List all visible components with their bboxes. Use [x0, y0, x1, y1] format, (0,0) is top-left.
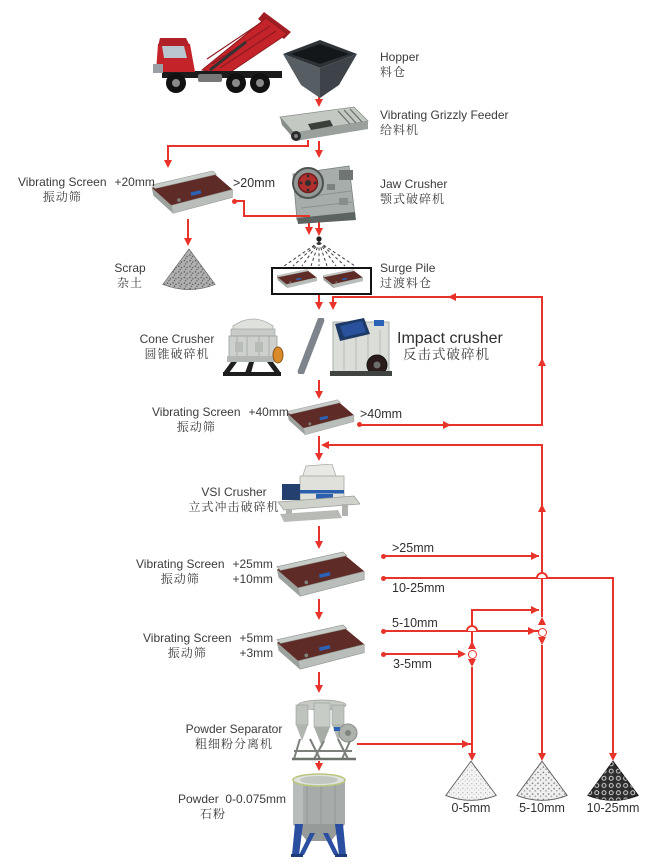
powder-silo-size: 0-0.075mm	[225, 792, 287, 806]
cone-crusher-label-en: Cone Crusher	[139, 332, 215, 346]
screen-5-3-label-zh: 振动筛	[167, 645, 207, 660]
arrow-down	[315, 685, 323, 693]
arrow-up	[538, 504, 546, 512]
arrow-down	[315, 541, 323, 549]
grizzly-feeder-icon	[278, 103, 370, 143]
product-label-10-25: 10-25mm	[586, 801, 640, 815]
dump-truck-icon	[150, 8, 295, 96]
line-hop	[466, 625, 478, 631]
line	[471, 667, 473, 754]
line	[328, 444, 543, 446]
line	[383, 555, 539, 557]
jaw-crusher-label-zh: 颚式破碎机	[380, 191, 446, 206]
flow-label-over-40: >40mm	[360, 407, 403, 421]
surge-pile-label-en: Surge Pile	[380, 261, 436, 275]
screen-40-label-en: Vibrating Screen	[152, 405, 241, 419]
screen-20-label	[18, 175, 155, 204]
product-pile-5-10-icon	[515, 760, 569, 802]
product-label-5-10: 5-10mm	[519, 801, 565, 815]
arrow-right	[458, 650, 466, 658]
screen-20-size: +20mm	[114, 175, 155, 189]
arrow-right	[443, 421, 451, 429]
screen-20-label-zh: 振动筛	[42, 189, 82, 204]
flow-label-over-25: >25mm	[392, 541, 435, 555]
surge-feeder-icon	[322, 269, 364, 289]
flow-label-5-10: 5-10mm	[392, 616, 438, 630]
vibrating-screen-40-icon	[286, 399, 356, 437]
arrow-right	[531, 552, 539, 560]
line-start-dot	[357, 422, 362, 427]
hopper-label	[380, 50, 419, 79]
arrow-left	[448, 293, 456, 301]
screen-25-10-size2: +10mm	[232, 571, 273, 586]
vsi-crusher-label-en: VSI Crusher	[201, 485, 267, 499]
impact-crusher-label-en: Impact crusher	[397, 330, 503, 347]
powder-silo-label-zh: 石粉	[200, 806, 227, 821]
vsi-crusher-icon	[276, 464, 360, 524]
screen-40-size: +40mm	[248, 405, 289, 419]
arrow-down	[315, 612, 323, 620]
arrow-up	[468, 641, 476, 649]
product-label-0-5: 0-5mm	[451, 801, 491, 815]
powder-silo-label	[178, 792, 286, 821]
arrow-right	[462, 740, 470, 748]
arrow-down	[315, 150, 323, 158]
line	[472, 609, 539, 611]
impact-crusher-icon	[330, 314, 392, 378]
product-pile-0-5-icon	[444, 760, 498, 802]
line	[357, 743, 471, 745]
arrow-down	[468, 753, 476, 761]
powder-silo-label-en: Powder	[178, 792, 219, 806]
grizzly-feeder-label	[380, 108, 509, 137]
line-start-dot	[381, 554, 386, 559]
vsi-crusher-label-zh: 立式冲击破碎机	[188, 499, 280, 514]
arrow-down	[184, 238, 192, 246]
line	[383, 653, 463, 655]
screen-25-10-size1: +25mm	[232, 557, 273, 571]
cone-crusher-label	[134, 332, 220, 361]
product-pile-10-25-icon	[586, 760, 640, 802]
line	[383, 577, 614, 579]
line	[243, 215, 310, 217]
junction-circle	[468, 650, 477, 659]
flow-label-10-25: 10-25mm	[392, 581, 445, 595]
line	[541, 444, 543, 617]
vsi-crusher-label	[188, 485, 280, 514]
screen-5-3-size1: +5mm	[239, 631, 274, 645]
flow-label-3-5: 3-5mm	[393, 657, 432, 671]
scrap-label-en: Scrap	[114, 261, 146, 275]
hopper-icon	[281, 40, 359, 98]
jaw-crusher-label	[380, 177, 447, 206]
surge-pile-label	[380, 261, 435, 290]
arrow-down	[315, 228, 323, 236]
arrow-down	[609, 753, 617, 761]
cone-crusher-label-zh: 圆锥破碎机	[144, 346, 210, 361]
screen-20-label-en: Vibrating Screen	[18, 175, 107, 189]
line	[612, 577, 614, 754]
line	[168, 145, 309, 147]
line	[383, 630, 539, 632]
jaw-crusher-label-en: Jaw Crusher	[380, 177, 448, 191]
scrap-pile-icon	[161, 247, 217, 292]
arrow-right	[528, 627, 536, 635]
arrow-up	[538, 358, 546, 366]
scrap-label	[108, 261, 152, 290]
powder-separator-label-zh: 粗细粉分离机	[194, 736, 273, 751]
arrow-down	[538, 753, 546, 761]
screen-40-label-zh: 振动筛	[176, 419, 216, 434]
vibrating-screen-5-3-icon	[275, 624, 367, 672]
hopper-label-zh: 料仓	[380, 64, 407, 79]
powder-separator-icon	[290, 697, 358, 761]
impact-crusher-label-zh: 反击式破碎机	[403, 347, 490, 362]
arrow-left	[321, 441, 329, 449]
surge-spray-icon	[281, 236, 359, 268]
arrow-down	[164, 160, 172, 168]
flow-label-over-20: >20mm	[233, 176, 276, 190]
line	[541, 645, 543, 754]
arrow-down	[315, 453, 323, 461]
screen-5-3-label-en: Vibrating Screen	[143, 631, 232, 645]
screen-25-10-label-en: Vibrating Screen	[136, 557, 225, 571]
screen-25-10-label	[136, 557, 273, 586]
grizzly-feeder-label-en: Vibrating Grizzly Feeder	[380, 108, 509, 122]
line-start-dot	[381, 629, 386, 634]
arrow-down	[315, 763, 323, 771]
junction-circle	[538, 628, 547, 637]
line	[187, 219, 189, 240]
vibrating-screen-20-icon	[150, 170, 235, 216]
arrow-up	[538, 617, 546, 625]
powder-silo-icon	[291, 771, 347, 857]
line-hop	[536, 572, 548, 578]
arrow-down	[329, 302, 337, 310]
line-start-dot	[381, 576, 386, 581]
arrow-down	[315, 391, 323, 399]
cone-crusher-icon	[221, 312, 285, 378]
scrap-label-zh: 杂土	[116, 275, 143, 290]
screen-40-label	[152, 405, 289, 434]
powder-separator-label	[182, 722, 286, 751]
surge-feeder-icon	[276, 269, 318, 289]
arrow-down	[315, 302, 323, 310]
screen-25-10-label-zh: 振动筛	[160, 571, 200, 586]
vibrating-screen-25-10-icon	[275, 551, 367, 599]
screen-5-3-label	[143, 631, 273, 660]
arrow-down	[468, 659, 476, 667]
hopper-label-en: Hopper	[380, 50, 420, 64]
line-start-dot	[381, 652, 386, 657]
arrow-down	[315, 99, 323, 107]
line	[333, 296, 543, 298]
screen-5-3-size2: +3mm	[239, 645, 274, 660]
surge-pile-label-zh: 过渡料仓	[380, 275, 433, 290]
grizzly-feeder-label-zh: 给料机	[380, 122, 420, 137]
powder-separator-label-en: Powder Separator	[185, 722, 283, 736]
line-start-dot	[232, 199, 237, 204]
arrow-down	[538, 637, 546, 645]
arrow-down	[305, 227, 313, 235]
slash-icon	[297, 318, 325, 374]
impact-crusher-label	[397, 330, 503, 363]
arrow-right	[531, 606, 539, 614]
